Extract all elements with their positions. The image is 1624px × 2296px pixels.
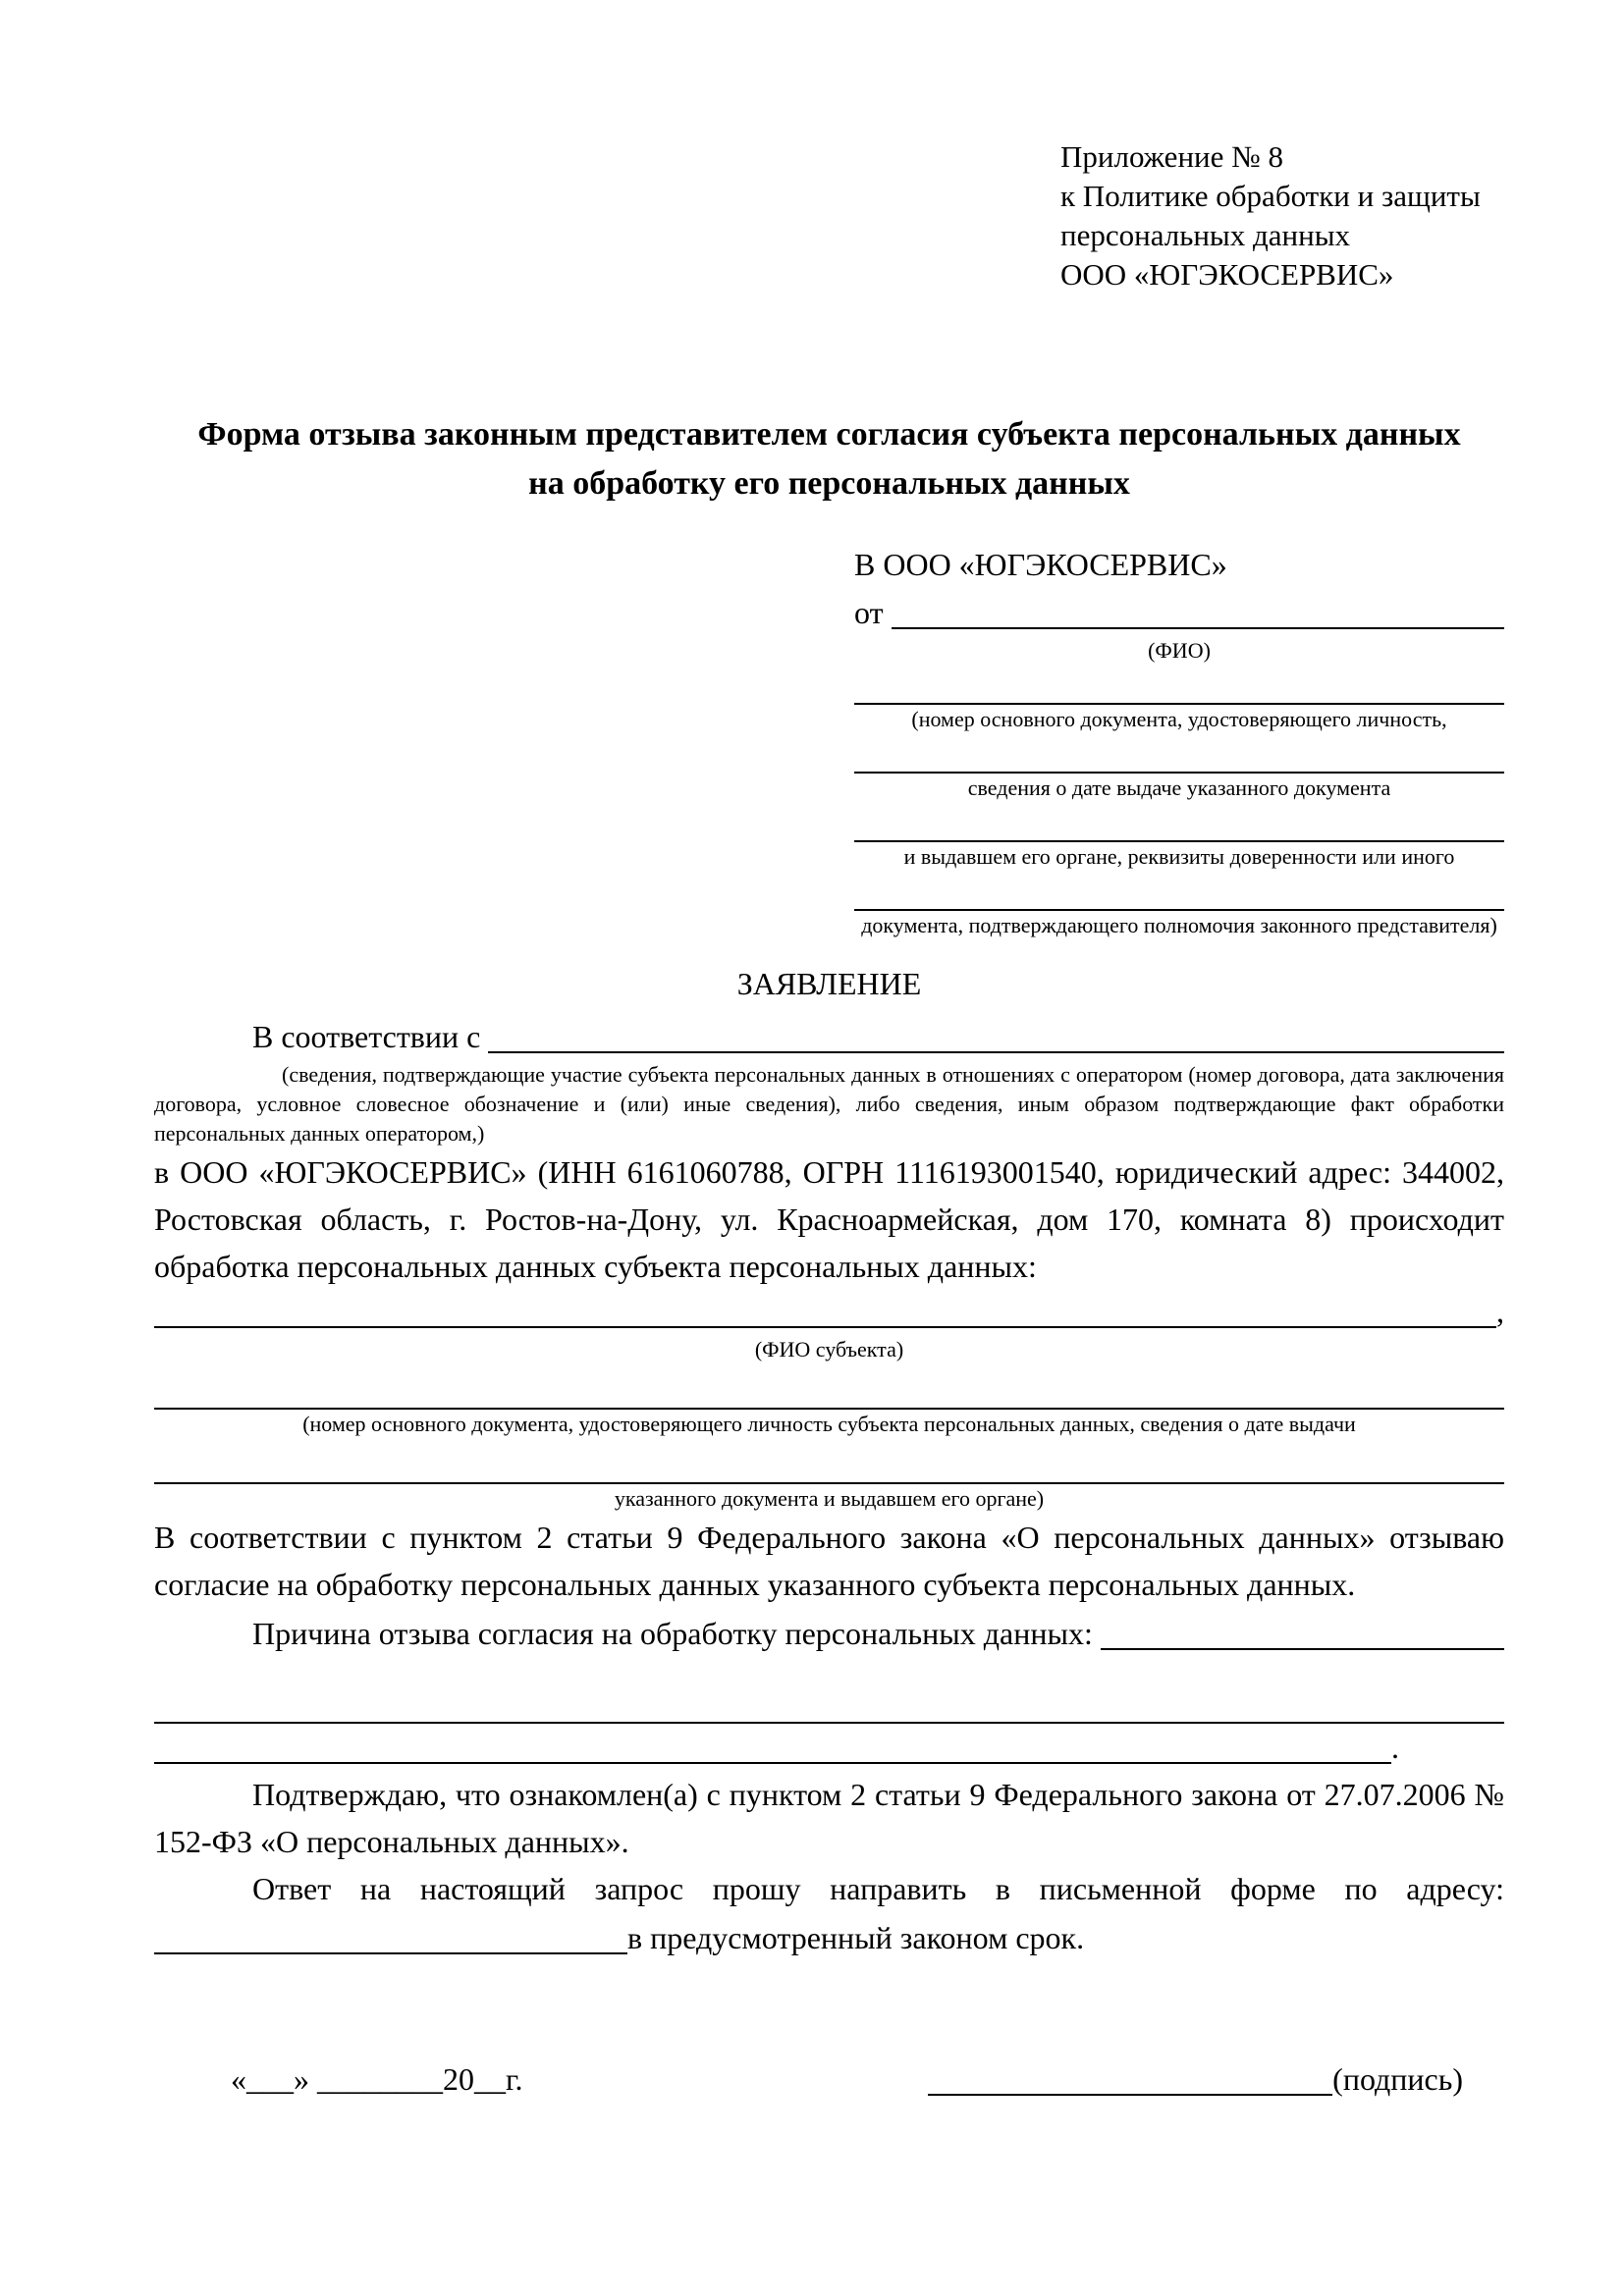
addressee-block	[854, 540, 1504, 940]
operator-paragraph: в ООО «ЮГЭКОСЕРВИС» (ИНН 6161060788, ОГРН 1116193001540, юридический адрес: 344002, Ростовская область, г. Ростов-на-Дону, ул. Красноармейская, дом 170, комната 8) происходит обработка персональных данных субъекта персональных данных:	[154, 1154, 1504, 1284]
reason-label: Причина отзыва согласия на обработку персональных данных:	[252, 1616, 1093, 1651]
fine-print-note: (сведения, подтверждающие участие субъекта персональных данных в отношениях с оператором (номер договора, дата заключения договора, условное словесное обозначение и (или) иные сведения), либо сведения, иным образом подтверждающие факт обработки персональных данных оператором,)	[154, 1062, 1504, 1146]
field-caption: (ФИО)	[1148, 638, 1211, 663]
addressee-from-row	[854, 589, 1504, 636]
appendix-line: к Политике обработки и защиты	[1060, 179, 1481, 213]
blank-line	[488, 1049, 1504, 1053]
subject-fio-row	[154, 1290, 1504, 1335]
reason-blank-row	[154, 1724, 1504, 1771]
trailing-comma: ,	[1496, 1294, 1504, 1329]
field-caption: (номер основного документа, удостоверяющего личность субъекта персональных данных, сведения о дате выдачи	[302, 1412, 1356, 1436]
blank-line	[854, 734, 1504, 774]
trailing-period: .	[1391, 1730, 1399, 1765]
date-blank: «___» ________20__г.	[231, 2061, 523, 2097]
statement-heading: ЗАЯВЛЕНИЕ	[736, 966, 922, 1001]
signature-blank-line	[928, 2092, 1332, 2096]
appendix-block	[1060, 137, 1504, 294]
blank-line	[854, 803, 1504, 842]
appendix-line: Приложение № 8	[1060, 139, 1283, 174]
reason-row	[154, 1610, 1504, 1657]
addressee-to: В ООО «ЮГЭКОСЕРВИС»	[854, 547, 1227, 582]
blank-line	[154, 1364, 1504, 1410]
appendix-line: ООО «ЮГЭКОСЕРВИС»	[1060, 257, 1394, 292]
statement-intro-row	[154, 1013, 1504, 1060]
field-caption: (номер основного документа, удостоверяющего личность,	[911, 707, 1447, 731]
field-caption: и выдавшем его органе, реквизиты доверенности или иного	[903, 844, 1455, 869]
blank-line	[854, 872, 1504, 911]
blank-line	[154, 1324, 1496, 1328]
signature-caption: (подпись)	[1332, 2061, 1463, 2097]
footer-row	[154, 2056, 1504, 2103]
form-title: Форма отзыва законным представителем согласия субъекта персональных данных на обработку его персональных данных	[197, 416, 1461, 502]
from-label: от	[854, 595, 884, 630]
reply-paragraph-line2	[154, 1912, 1504, 1961]
appendix-line: персональных данных	[1060, 218, 1351, 252]
blank-line	[154, 1677, 1504, 1724]
field-caption: сведения о дате выдаче указанного документа	[967, 775, 1391, 800]
intro-label: В соответствии с	[252, 1019, 481, 1054]
field-caption: документа, подтверждающего полномочия законного представителя)	[861, 913, 1497, 937]
withdrawal-paragraph: В соответствии с пунктом 2 статьи 9 Федерального закона «О персональных данных» отзываю согласие на обработку персональных данных указанного субъекта персональных данных.	[154, 1520, 1504, 1602]
blank-line	[154, 1760, 1391, 1764]
field-caption: (ФИО субъекта)	[754, 1337, 904, 1362]
blank-line	[892, 625, 1504, 629]
blank-line	[154, 1950, 627, 1954]
reply-suffix: в предусмотренный законом срок.	[627, 1920, 1085, 1955]
blank-line	[154, 1439, 1504, 1484]
blank-line	[854, 666, 1504, 705]
signature-area	[928, 2056, 1463, 2103]
reply-paragraph-line1: Ответ на настоящий запрос прошу направить в письменной форме по адресу:	[252, 1871, 1504, 1906]
blank-line	[1101, 1646, 1504, 1650]
field-caption: указанного документа и выдавшем его органе)	[614, 1486, 1045, 1511]
confirm-paragraph: Подтверждаю, что ознакомлен(а) с пунктом 2 статьи 9 Федерального закона от 27.07.2006 № 152-ФЗ «О персональных данных».	[154, 1777, 1504, 1859]
